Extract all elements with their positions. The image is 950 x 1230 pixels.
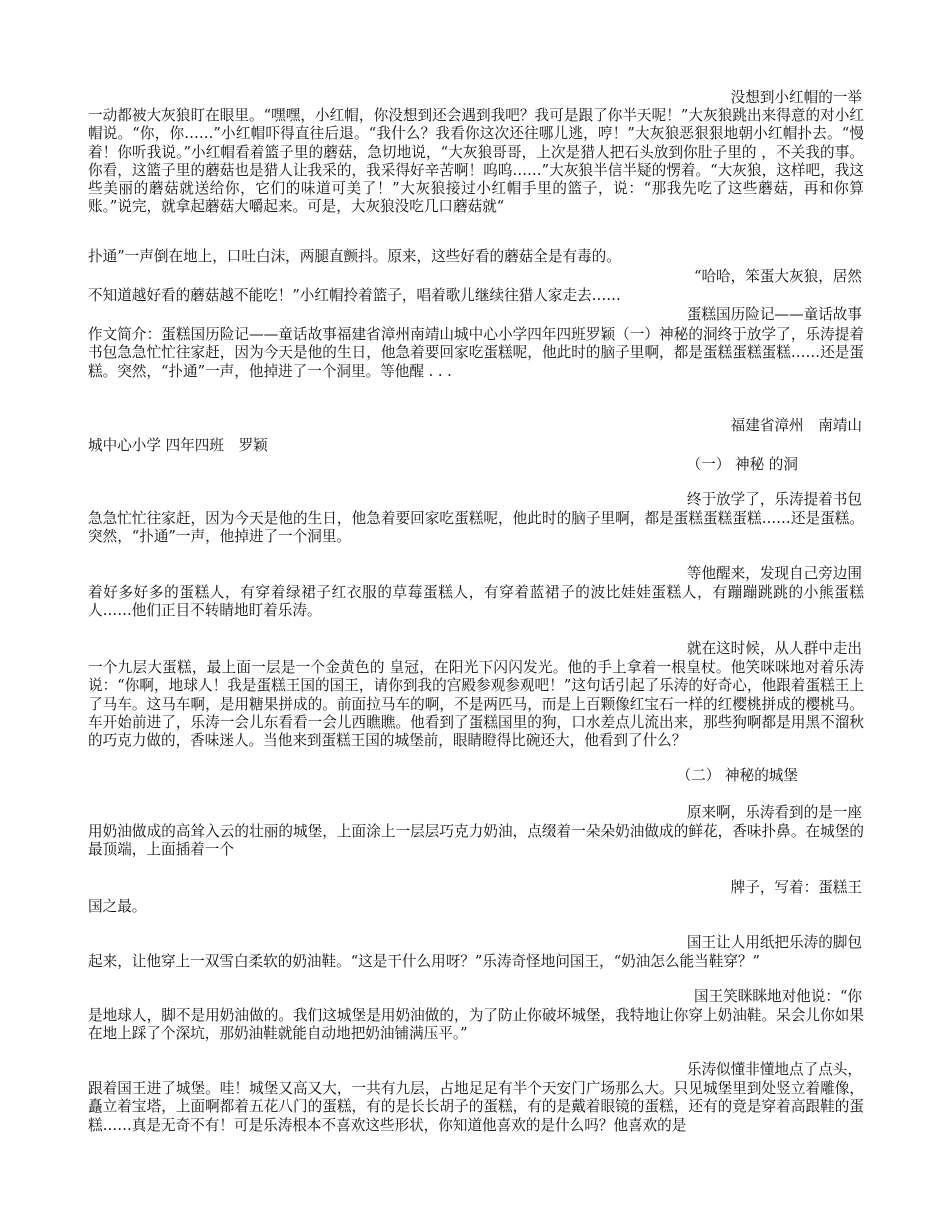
author-school: 福建省漳州 南靖山 [730, 417, 862, 434]
paragraph: 一动都被大灰狼盯在眼里。“嘿嘿，小红帽，你没想到还会遇到我吧？我可是跟了你半天呢！”大灰狼跳出来得意的对小红帽说。“你，你……”小红帽吓得直往后退。“我什么？我看你这次还往哪儿逃，哼！”大灰狼恶狠狠地朝小红帽扑去。“慢着！你听我说。”小红帽看着篮子里的蘑菇，急切地说，“大灰狼哥哥，上次是猎人把石头放到你肚子里的 ，不关我的事。你看，这篮子里的蘑菇也是猎人让我采的，我采得好辛苦啊！呜呜……”大灰狼半信半疑的愣着。“大灰狼，这样吧，我这些美丽的蘑菇就送给你，它们的味道可美了！”大灰狼接过小红帽手里的篮子，说：“那我先吃了这些蘑菇，再和你算账。”说完，就拿起蘑菇大嚼起来。可是，大灰狼没吃几口蘑菇就“ [88, 107, 864, 216]
paragraph-start: 终于放学了，乐涛提着书包 [686, 491, 862, 508]
paragraph-start: 乐涛似懂非懂地点了点头， [686, 1061, 862, 1078]
paragraph: 是地球人，脚不是用奶油做的。我们这城堡是用奶油做的，为了防止你破坏城堡，我特地让你穿上奶油鞋。呆会儿你如果在地上踩了个深坑，那奶油鞋就能自动地把奶油铺满压平。” [88, 1007, 864, 1043]
paragraph-start: 就在这时候，从人群中走出 [686, 640, 862, 657]
paragraph: 扑通”一声倒在地上，口吐白沫，两腿直颤抖。原来，这些好看的蘑菇全是有毒的。 [88, 248, 621, 265]
paragraph: 一个九层大蛋糕，最上面一层是一个金黄色的 皇冠，在阳光下闪闪发光。他的手上拿着一根皇杖。他笑咪咪地对着乐涛说：“你啊，地球人！我是蛋糕王国的国王，请你到我的宫殿参观参观吧！”这句话引起了乐涛的好奇心，他跟着蛋糕王上了马车。这马车啊，是用糖果拼成的。前面拉马车的啊，不是两匹马，而是上百颗像红宝石一样的红樱桃拼成的樱桃马。车开始前进了，乐涛一会儿东看看一会儿西瞧瞧。他看到了蛋糕国里的狗，口水差点儿流出来，那些狗啊都是用黑不溜秋的巧克力做的，香味迷人。当他来到蛋糕王国的城堡前，眼睛瞪得比碗还大，他看到了什么？ [88, 659, 864, 750]
paragraph-start: “哈哈，笨蛋大灰狼，居然 [694, 268, 862, 285]
paragraph: 急急忙忙往家赶，因为今天是他的生日，他急着要回家吃蛋糕呢，他此时的脑子里啊，都是蛋糕蛋糕蛋糕……还是蛋糕。突然，“扑通”一声，他掉进了一个洞里。 [88, 510, 864, 546]
paragraph: 用奶油做成的高耸入云的壮丽的城堡，上面涂上一层层巧克力奶油，点缀着一朵朵奶油做成的鲜花，香味扑鼻。在城堡的最顶端，上面插着一个 [88, 823, 864, 859]
chapter-heading: （一） 神秘 的洞 [686, 456, 798, 473]
paragraph-start: 国王笑眯眯地对他说：“你 [694, 988, 862, 1005]
paragraph-start: 原来啊，乐涛看到的是一座 [686, 804, 862, 821]
paragraph-start: 没想到小红帽的一举 [730, 89, 862, 106]
chapter-heading: （二） 神秘的城堡 [676, 767, 798, 784]
paragraph: 跟着国王进了城堡。哇！城堡又高又大，一共有九层，占地足足有半个天安门广场那么大。只见城堡里到处竖立着雕像，矗立着宝塔，上面啊都着五花八门的蛋糕，有的是长长胡子的蛋糕，有的是戴着眼镜的蛋糕，还有的竟是穿着高跟鞋的蛋糕……真是无奇不有！可是乐涛根本不喜欢这些形状，你知道他喜欢的是什么吗？他喜欢的是 [88, 1080, 864, 1134]
author-class: 城中心小学 四年四班 罗颖 [88, 437, 268, 454]
paragraph-start: 等他醒来，发现自己旁边围 [686, 565, 862, 582]
paragraph: 不知道越好看的蘑菇越不能吃！”小红帽拎着篮子，唱着歌儿继续往猎人家走去…… [88, 287, 621, 304]
story-title: 蛋糕国历险记——童话故事 [686, 306, 862, 323]
story-summary: 作文简介：蛋糕国历险记——童话故事福建省漳州南靖山城中心小学四年四班罗颖（一）神秘的洞终于放学了，乐涛提着书包急急忙忙往家赶，因为今天是他的生日，他急着要回家吃蛋糕呢，他此时的脑子里啊，都是蛋糕蛋糕蛋糕……还是蛋糕。突然，“扑通”一声，他掉进了一个洞里。等他醒 . . . [88, 326, 864, 380]
paragraph: 国之最。 [88, 898, 147, 915]
paragraph: 起来，让他穿上一双雪白柔软的奶油鞋。“这是干什么用呀？”乐涛奇怪地问国王，“奶油怎么能当鞋穿？” [88, 953, 760, 970]
paragraph: 着好多好多的蛋糕人，有穿着绿裙子红衣服的草莓蛋糕人，有穿着蓝裙子的波比娃娃蛋糕人，有蹦蹦跳跳的小熊蛋糕人……他们正目不转睛地盯着乐涛。 [88, 584, 864, 620]
paragraph-start: 牌子，写着：蛋糕王 [730, 879, 862, 896]
paragraph-start: 国王让人用纸把乐涛的脚包 [686, 934, 862, 951]
